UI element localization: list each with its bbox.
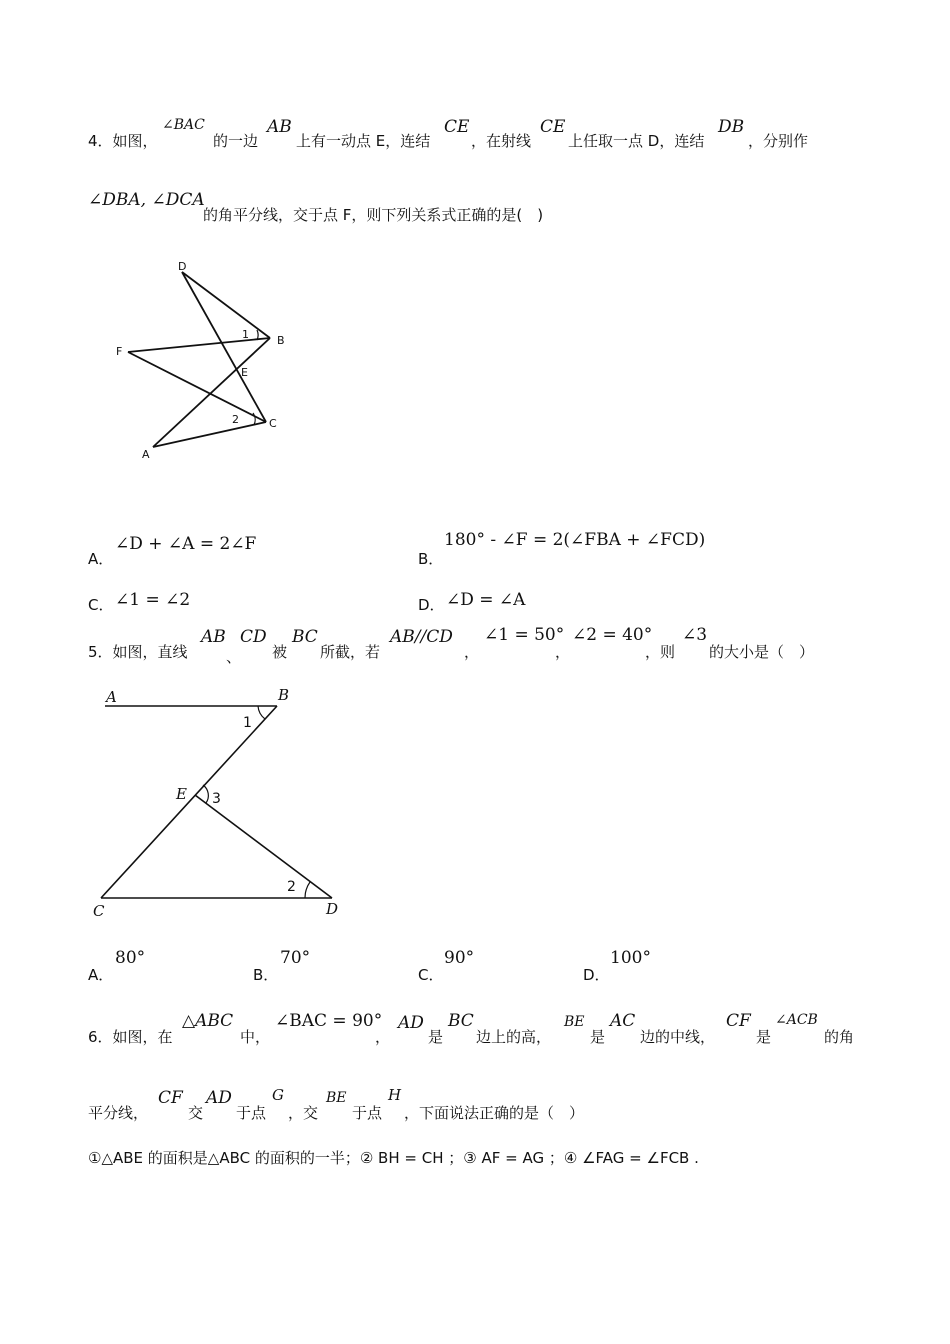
q5-sep: 、 [226, 648, 242, 666]
q4-ab: AB [267, 117, 292, 137]
q4-ce: CE [540, 117, 566, 137]
point-label-D: D [326, 900, 339, 918]
q6-triangle: △ABC [182, 1011, 234, 1031]
point-label-D: D [178, 260, 187, 273]
point-label-A: A [106, 688, 117, 706]
q4-option-b-letter: B． [418, 550, 444, 568]
angle-1-arc [258, 706, 265, 719]
angle-label-1: 1 [243, 715, 252, 731]
angle-label-1: 1 [242, 328, 249, 341]
q4-number: 4．如图， [88, 132, 158, 150]
q4-text: ，分别作 [748, 132, 809, 150]
point-label-F: F [116, 345, 123, 358]
segment-AB [153, 338, 270, 447]
point-label-B: B [277, 334, 285, 347]
q5-bc: BC [292, 627, 318, 647]
point-label-C: C [93, 902, 105, 920]
q5-cd: CD [240, 627, 267, 647]
q6-text: 于点 [236, 1104, 267, 1122]
q5-text: ，则 [645, 643, 676, 661]
q5-ab: AB [201, 627, 226, 647]
angle-label-3: 3 [212, 791, 221, 807]
q6-text: 边上的高， [476, 1028, 552, 1046]
q5-text: 所截，若 [320, 643, 381, 661]
q5-option-b-letter: B． [253, 966, 279, 984]
q4-option-d-letter: D． [418, 596, 445, 614]
q5-option-d-letter: D． [583, 966, 610, 984]
point-label-B: B [278, 686, 290, 704]
q6-text: 平分线， [88, 1104, 149, 1122]
q4-figure [110, 255, 310, 465]
q5-text: 被 [272, 643, 288, 661]
q4-option-a: ∠D + ∠A = 2∠F [115, 534, 257, 554]
q4-text: 上有一动点 E，连结 [296, 132, 431, 150]
q4-db: DB [718, 117, 745, 137]
q6-bc: BC [448, 1011, 474, 1031]
q6-cf: CF [726, 1011, 751, 1031]
q6-ac: AC [610, 1011, 636, 1031]
q5-number: 5．如图，直线 [88, 643, 188, 661]
q4-text: ，在射线 [471, 132, 532, 150]
q6-text: 是 [590, 1028, 606, 1046]
angle-label-2: 2 [232, 413, 239, 426]
segment-DC [182, 272, 266, 422]
q5-option-d: 100° [610, 948, 651, 968]
q6-text: ， [375, 1028, 391, 1046]
q5-angle-1: ∠1 = 50° [484, 625, 565, 645]
angle-3-arc [203, 785, 208, 803]
q6-text: 是 [756, 1028, 772, 1046]
q4-text: 上任取一点 D，连结 [568, 132, 705, 150]
q4-option-c: ∠1 = ∠2 [115, 590, 191, 610]
q6-cf: CF [158, 1088, 183, 1108]
q6-text: 的角 [824, 1028, 855, 1046]
q6-text: 边的中线， [640, 1028, 716, 1046]
q6-text: ，下面说法正确的是（ ） [404, 1104, 585, 1122]
line-ED [195, 795, 332, 898]
point-label-E: E [241, 366, 248, 379]
q4-angles: ∠DBA, ∠DCA [88, 190, 205, 210]
q5-text: ， [464, 643, 480, 661]
q6-ad: AD [398, 1013, 424, 1033]
point-label-C: C [269, 417, 277, 430]
q6-h: H [388, 1086, 402, 1104]
angle-label-2: 2 [287, 879, 296, 895]
q4-option-a-letter: A． [88, 550, 114, 568]
q5-option-c: 90° [444, 948, 475, 968]
q5-text: 的大小是（ ） [709, 643, 815, 661]
q5-option-c-letter: C． [418, 966, 444, 984]
q6-text: 于点 [352, 1104, 383, 1122]
q6-text: 中， [240, 1028, 271, 1046]
q4-option-c-letter: C． [88, 596, 114, 614]
q4-ce: CE [444, 117, 470, 137]
q5-option-b: 70° [280, 948, 311, 968]
q6-angle-bac: ∠BAC = 90° [275, 1011, 383, 1031]
q4-angle-bac: ∠BAC [162, 117, 205, 133]
point-label-E: E [176, 785, 187, 803]
angle-1-arc [257, 330, 258, 340]
q6-text: 是 [428, 1028, 444, 1046]
q6-statements: ①△ABE 的面积是△ABC 的面积的一半；② BH = CH ；③ AF = AG ；④ ∠FAG = ∠FCB . [88, 1149, 699, 1167]
q4-option-d: ∠D = ∠A [446, 590, 526, 610]
segment-FC [128, 352, 266, 422]
q5-figure [88, 682, 348, 922]
q4-option-b: 180° - ∠F = 2(∠FBA + ∠FCD) [444, 530, 706, 550]
q6-text: 交 [188, 1104, 204, 1122]
q4-text: 的一边 [213, 132, 259, 150]
angle-2-arc [305, 882, 310, 898]
q6-be: BE [564, 1014, 585, 1030]
q4-text: 的角平分线，交于点 F，则下列关系式正确的是( ) [203, 206, 544, 224]
q6-number: 6．如图，在 [88, 1028, 173, 1046]
q5-angle-3: ∠3 [682, 625, 708, 645]
q5-option-a: 80° [115, 948, 146, 968]
q5-angle-2: ∠2 = 40° [572, 625, 653, 645]
q5-option-a-letter: A． [88, 966, 114, 984]
q5-parallel: AB//CD [390, 627, 453, 647]
q5-text: ， [555, 643, 571, 661]
q6-g: G [272, 1086, 284, 1104]
q6-text: ，交 [288, 1104, 319, 1122]
segment-DB [182, 272, 270, 338]
q6-angle-acb: ∠ACB [775, 1012, 818, 1028]
point-label-A: A [142, 448, 150, 461]
segment-AC [153, 422, 266, 447]
line-BC [101, 706, 277, 898]
q6-ad: AD [206, 1088, 232, 1108]
q6-be: BE [326, 1090, 347, 1106]
